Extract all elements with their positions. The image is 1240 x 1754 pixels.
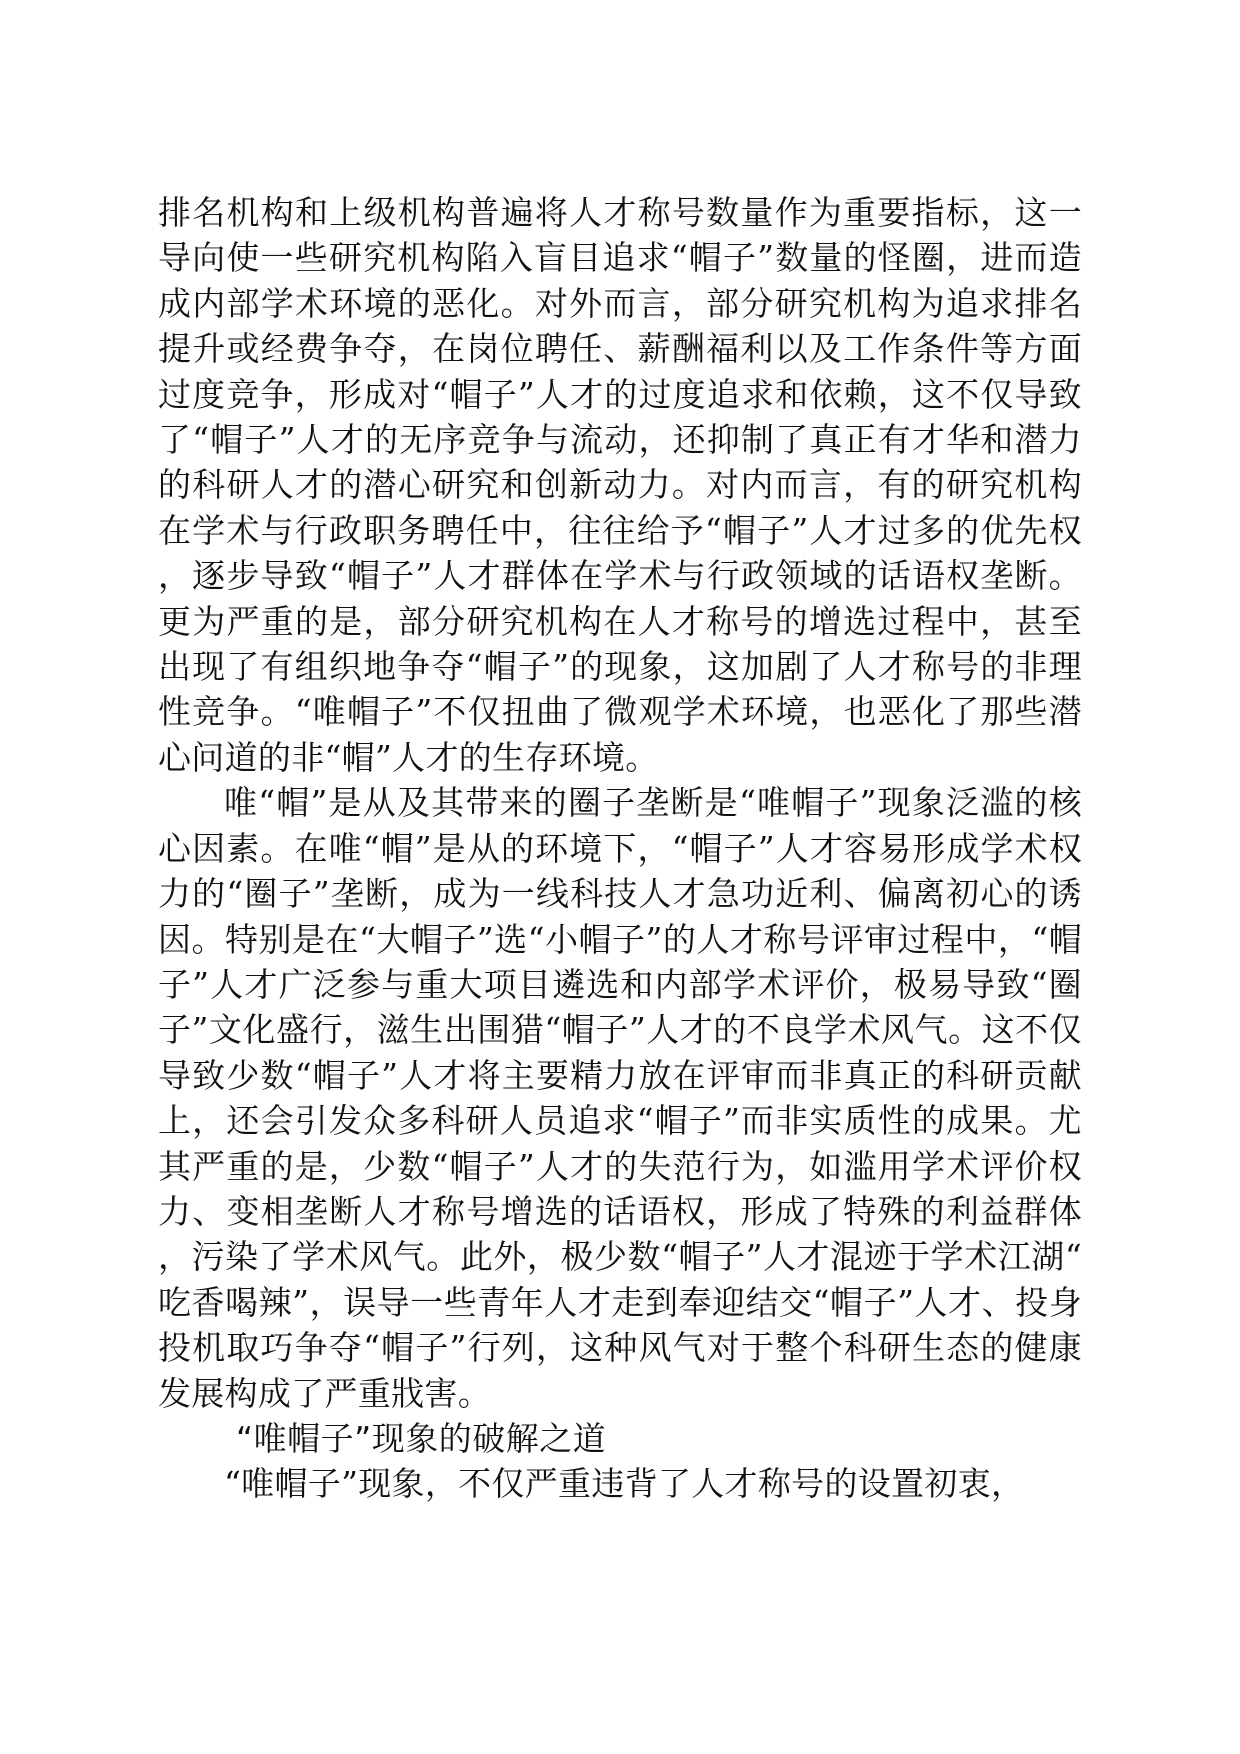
body-paragraph-1: 排名机构和上级机构普遍将人才称号数量作为重要指标，这一导向使一些研究机构陷入盲目追求“帽子”数量的怪圈，进而造成内部学术环境的恶化。对外而言，部分研究机构为追求排名提升或经费争夺，在岗位聘任、薪酬福利以及工作条件等方面过度竞争，形成对“帽子”人才的过度追求和依赖，这不仅导致了“帽子”人才的无序竞争与流动，还抑制了真正有才华和潜力的科研人才的潜心研究和创新动力。对内而言，有的研究机构在学术与行政职务聘任中，往往给予“帽子”人才过多的优先权，逐步导致“帽子”人才群体在学术与行政领域的话语权垄断。更为严重的是，部分研究机构在人才称号的增选过程中，甚至出现了有组织地争夺“帽子”的现象，这加剧了人才称号的非理性竞争。“唯帽子”不仅扭曲了微观学术环境，也恶化了那些潜心问道的非“帽”人才的生存环境。 [158, 193, 1082, 777]
body-paragraph-3: “唯帽子”现象，不仅严重违背了人才称号的设置初衷， [224, 1464, 1025, 1504]
body-paragraph-2: 唯“帽”是从及其带来的圈子垄断是“唯帽子”现象泛滥的核心因素。在唯“帽”是从的环境下，“帽子”人才容易形成学术权力的“圈子”垄断，成为一线科技人才急功近利、偏离初心的诱因。特别是在“大帽子”选“小帽子”的人才称号评审过程中，“帽子”人才广泛参与重大项目遴选和内部学术评价，极易导致“圈子”文化盛行，滋生出围猎“帽子”人才的不良学术风气。这不仅导致少数“帽子”人才将主要精力放在评审而非真正的科研贡献上，还会引发众多科研人员追求“帽子”而非实质性的成果。尤其严重的是，少数“帽子”人才的失范行为，如滥用学术评价权力、变相垄断人才称号增选的话语权，形成了特殊的利益群体，污染了学术风气。此外，极少数“帽子”人才混迹于学术江湖“吃香喝辣”，误导一些青年人才走到奉迎结交“帽子”人才、投身投机取巧争夺“帽子”行列，这种风气对于整个科研生态的健康发展构成了严重戕害。 [158, 783, 1082, 1413]
section-heading: “唯帽子”现象的破解之道 [236, 1418, 607, 1458]
document-body [158, 190, 1082, 1507]
